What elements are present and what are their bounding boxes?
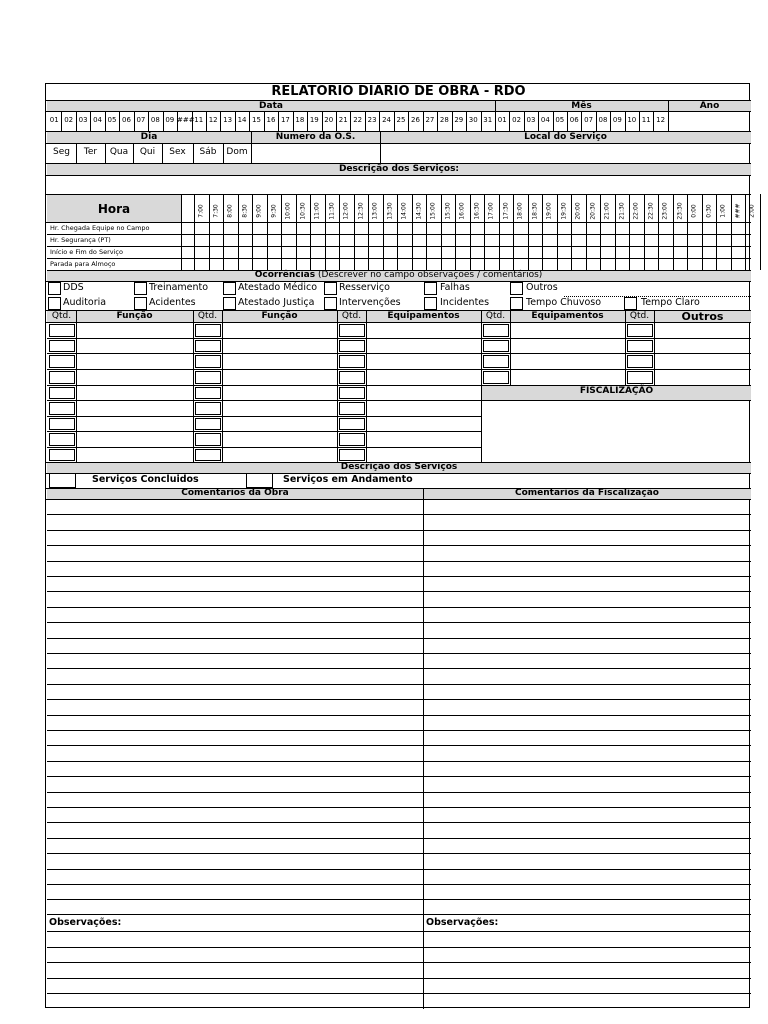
occurrence-checkbox[interactable] bbox=[48, 282, 61, 295]
day-cell[interactable]: 11 bbox=[194, 116, 204, 124]
day-cell[interactable]: 21 bbox=[338, 116, 348, 124]
day-cell[interactable]: 01 bbox=[49, 116, 59, 124]
day-divider bbox=[452, 111, 453, 131]
row-divider bbox=[46, 322, 751, 323]
mes-label: Mês bbox=[571, 101, 592, 111]
quantity-input[interactable] bbox=[195, 402, 221, 415]
weekday-divider bbox=[105, 143, 106, 163]
hour-label: 14:30 bbox=[414, 202, 422, 220]
comment-line bbox=[47, 576, 751, 577]
column-divider bbox=[366, 311, 367, 462]
day-cell[interactable]: 27 bbox=[425, 116, 435, 124]
hour-label: 14:00 bbox=[400, 202, 408, 220]
comment-line bbox=[47, 745, 751, 746]
day-cell[interactable]: 03 bbox=[78, 116, 88, 124]
hour-label: 0:30 bbox=[704, 204, 712, 218]
quantity-input[interactable] bbox=[195, 433, 221, 446]
occurrence-checkbox[interactable] bbox=[624, 297, 637, 310]
observation-line bbox=[47, 962, 751, 963]
day-cell[interactable]: 18 bbox=[295, 116, 305, 124]
day-divider bbox=[134, 111, 135, 131]
qtd-header: Qtd. bbox=[51, 311, 72, 321]
quantity-input[interactable] bbox=[627, 371, 653, 384]
qtd-header: Qtd. bbox=[197, 311, 218, 321]
weekday-qua[interactable]: Qua bbox=[109, 147, 129, 157]
day-cell[interactable]: 19 bbox=[309, 116, 319, 124]
day-cell[interactable]: 29 bbox=[454, 116, 464, 124]
qtd-header: Qtd. bbox=[629, 311, 650, 321]
comment-line bbox=[47, 899, 751, 900]
day-cell[interactable]: 08 bbox=[150, 116, 160, 124]
day-divider bbox=[437, 111, 438, 131]
hour-label: 22:30 bbox=[646, 202, 654, 220]
quantity-input[interactable] bbox=[49, 371, 75, 384]
day-cell[interactable]: 06 bbox=[122, 116, 131, 124]
quantity-input[interactable] bbox=[195, 418, 221, 430]
hour-label: 13:30 bbox=[385, 202, 393, 220]
servicos-concluidos-label: Serviços Concluidos bbox=[92, 474, 199, 485]
comment-line bbox=[47, 530, 751, 531]
comment-line bbox=[47, 561, 751, 562]
day-divider bbox=[278, 111, 279, 131]
month-divider bbox=[625, 111, 626, 131]
day-divider bbox=[481, 111, 482, 131]
comentarios-fiscalizacao-label: Comentarios da Fiscalização bbox=[515, 488, 659, 498]
quantity-input[interactable] bbox=[195, 340, 221, 352]
month-divider bbox=[553, 111, 554, 131]
occurrence-label: Falhas bbox=[440, 282, 470, 293]
day-cell[interactable]: 23 bbox=[367, 116, 377, 124]
hour-label: 12:30 bbox=[356, 202, 364, 220]
comment-line bbox=[47, 622, 751, 623]
day-cell[interactable]: 02 bbox=[64, 116, 74, 124]
day-divider bbox=[322, 111, 323, 131]
day-cell[interactable]: ### bbox=[177, 116, 195, 124]
day-divider bbox=[350, 111, 351, 131]
quantity-input[interactable] bbox=[483, 324, 509, 337]
hour-divider bbox=[760, 194, 761, 270]
day-divider bbox=[235, 111, 236, 131]
quantity-input[interactable] bbox=[483, 371, 509, 384]
day-divider bbox=[90, 111, 91, 131]
day-cell[interactable]: 20 bbox=[324, 116, 334, 124]
comment-line bbox=[47, 668, 751, 669]
quantity-input[interactable] bbox=[49, 418, 75, 430]
hour-label: 15:00 bbox=[429, 202, 437, 220]
resource-row-divider bbox=[47, 338, 751, 339]
qtd-header: Qtd. bbox=[485, 311, 506, 321]
day-divider bbox=[307, 111, 308, 131]
weekday-divider bbox=[133, 143, 134, 163]
observacoes-right-label: Observações: bbox=[426, 917, 499, 928]
quantity-input[interactable] bbox=[195, 449, 221, 461]
hour-label: 13:00 bbox=[371, 202, 379, 220]
day-divider bbox=[192, 111, 193, 131]
month-cell[interactable]: 07 bbox=[584, 116, 594, 124]
observacoes-top bbox=[47, 914, 751, 915]
occurrence-label: Incidentes bbox=[440, 297, 490, 308]
numero-os-label: Numero da O.S. bbox=[275, 132, 356, 142]
day-cell[interactable]: 16 bbox=[266, 116, 276, 124]
occurrence-label: Tempo Chuvoso bbox=[526, 297, 602, 308]
row-divider bbox=[46, 175, 751, 176]
quantity-input[interactable] bbox=[339, 402, 365, 415]
hour-label: 17:30 bbox=[501, 202, 509, 220]
quantity-input[interactable] bbox=[627, 324, 653, 337]
weekday-seg[interactable]: Seg bbox=[53, 147, 70, 157]
weekday-divider bbox=[193, 143, 194, 163]
weekday-divider bbox=[223, 143, 224, 163]
occurrence-label: Tempo Claro bbox=[641, 297, 700, 308]
month-divider bbox=[639, 111, 640, 131]
dia-label: Dia bbox=[140, 132, 158, 142]
comment-line bbox=[47, 776, 751, 777]
comment-line bbox=[47, 715, 751, 716]
hour-label: 1:00 bbox=[719, 204, 727, 218]
day-cell[interactable]: 07 bbox=[136, 116, 146, 124]
day-divider bbox=[119, 111, 120, 131]
day-cell[interactable]: 30 bbox=[468, 116, 478, 124]
weekday-sex[interactable]: Sex bbox=[169, 147, 186, 157]
row-divider bbox=[46, 499, 751, 500]
ocorrencias-title: Ocorrências bbox=[254, 270, 316, 280]
hour-label: 20:30 bbox=[588, 202, 596, 220]
hour-label: 21:30 bbox=[617, 202, 625, 220]
day-divider bbox=[206, 111, 207, 131]
day-divider bbox=[423, 111, 424, 131]
observation-line bbox=[47, 931, 751, 932]
comment-line bbox=[47, 607, 751, 608]
fiscalizacao-label: FISCALIZAÇÃO bbox=[579, 386, 654, 396]
servicos-andamento-checkbox[interactable] bbox=[246, 473, 273, 488]
data-label: Data bbox=[259, 101, 283, 111]
comment-line bbox=[47, 807, 751, 808]
hour-label: 7:00 bbox=[197, 204, 205, 218]
day-cell[interactable]: 24 bbox=[382, 116, 392, 124]
day-divider bbox=[105, 111, 106, 131]
day-cell[interactable]: 12 bbox=[208, 116, 218, 124]
observation-line bbox=[47, 993, 751, 994]
quantity-input[interactable] bbox=[49, 433, 75, 446]
month-cell[interactable]: 01 bbox=[497, 116, 507, 124]
month-divider bbox=[653, 111, 654, 131]
quantity-input[interactable] bbox=[49, 387, 75, 399]
servicos-andamento-label: Serviços em Andamento bbox=[283, 474, 413, 485]
occurrence-label: Acidentes bbox=[149, 297, 196, 308]
comment-line bbox=[47, 638, 751, 639]
day-divider bbox=[394, 111, 395, 131]
column-divider bbox=[510, 311, 511, 385]
occurrence-checkbox[interactable] bbox=[424, 297, 437, 310]
descricao-servicos-label: Descrição dos Serviços bbox=[340, 462, 458, 472]
outros-header: Outros bbox=[681, 310, 724, 323]
month-cell[interactable]: 06 bbox=[569, 116, 579, 124]
day-cell[interactable]: 04 bbox=[93, 116, 103, 124]
comment-line bbox=[47, 792, 751, 793]
funcao-header: Função bbox=[116, 311, 153, 321]
month-cell[interactable]: 05 bbox=[555, 116, 565, 124]
hour-label: 19:00 bbox=[545, 202, 553, 220]
occurrence-checkbox[interactable] bbox=[324, 297, 337, 310]
observacoes-left-label: Observações: bbox=[49, 917, 122, 928]
day-divider bbox=[61, 111, 62, 131]
hour-label: 23:30 bbox=[675, 202, 683, 220]
month-divider bbox=[596, 111, 597, 131]
comment-line bbox=[47, 853, 751, 854]
equipamentos-header: Equipamentos bbox=[387, 311, 460, 321]
quantity-input[interactable] bbox=[339, 371, 365, 384]
column-divider bbox=[668, 111, 669, 131]
hour-label: 12:00 bbox=[342, 202, 350, 220]
day-cell[interactable]: 05 bbox=[107, 116, 117, 124]
day-divider bbox=[148, 111, 149, 131]
quantity-input[interactable] bbox=[483, 355, 509, 368]
occurrence-label: DDS bbox=[63, 282, 84, 293]
hour-label: 11:00 bbox=[313, 202, 321, 220]
hour-label: 17:00 bbox=[487, 202, 495, 220]
weekday-dom[interactable]: Dom bbox=[226, 147, 248, 157]
hour-label: 22:00 bbox=[632, 202, 640, 220]
day-divider bbox=[76, 111, 77, 131]
row-divider bbox=[46, 222, 751, 223]
comment-line bbox=[47, 822, 751, 823]
month-divider bbox=[581, 111, 582, 131]
day-cell[interactable]: 17 bbox=[280, 116, 290, 124]
occurrence-checkbox[interactable] bbox=[134, 297, 147, 310]
time-row-label: Parada para Almoço bbox=[50, 260, 116, 268]
day-cell[interactable]: 25 bbox=[396, 116, 406, 124]
quantity-input[interactable] bbox=[339, 355, 365, 368]
hour-label: 18:00 bbox=[516, 202, 524, 220]
column-divider bbox=[76, 311, 77, 462]
quantity-input[interactable] bbox=[339, 324, 365, 337]
occurrence-label: Atestado Médico bbox=[238, 282, 318, 293]
hour-label: 10:00 bbox=[284, 202, 292, 220]
time-row-divider bbox=[47, 234, 751, 235]
comment-line bbox=[47, 699, 751, 700]
resource-row-divider bbox=[47, 431, 481, 432]
hour-label: 23:00 bbox=[661, 202, 669, 220]
weekday-qui[interactable]: Qui bbox=[139, 147, 156, 157]
comment-line bbox=[47, 514, 751, 515]
column-divider bbox=[251, 132, 252, 163]
comment-line bbox=[47, 884, 751, 885]
hour-label: 8:00 bbox=[226, 204, 234, 218]
month-divider bbox=[567, 111, 568, 131]
time-row-label: Hr. Segurança (PT) bbox=[50, 236, 111, 244]
ano-label: Ano bbox=[699, 101, 720, 111]
quantity-input[interactable] bbox=[195, 371, 221, 384]
resource-row-divider bbox=[47, 369, 751, 370]
quantity-input[interactable] bbox=[195, 387, 221, 399]
hour-label: 16:30 bbox=[472, 202, 480, 220]
column-divider bbox=[193, 311, 194, 462]
occurrence-label: Auditoria bbox=[63, 297, 107, 308]
month-cell[interactable]: 02 bbox=[512, 116, 522, 124]
equipamentos-header: Equipamentos bbox=[531, 311, 604, 321]
hour-label: 18:30 bbox=[530, 202, 538, 220]
hour-label: 16:00 bbox=[458, 202, 466, 220]
hour-label: 19:30 bbox=[559, 202, 567, 220]
quantity-input[interactable] bbox=[339, 433, 365, 446]
resource-row-divider bbox=[47, 416, 481, 417]
hour-label: 15:30 bbox=[443, 202, 451, 220]
day-cell[interactable]: 26 bbox=[411, 116, 420, 124]
ocorrencias-hint: (Descrever no campo observações / comentários) bbox=[315, 270, 543, 280]
quantity-input[interactable] bbox=[195, 355, 221, 368]
hour-label: 7:30 bbox=[211, 204, 219, 218]
day-cell[interactable]: 09 bbox=[165, 116, 175, 124]
month-divider bbox=[538, 111, 539, 131]
comment-line bbox=[47, 684, 751, 685]
hour-label: 20:00 bbox=[574, 202, 582, 220]
day-divider bbox=[220, 111, 221, 131]
quantity-input[interactable] bbox=[49, 324, 75, 337]
comment-line bbox=[47, 838, 751, 839]
month-cell[interactable]: 11 bbox=[641, 116, 651, 124]
occurrence-checkbox[interactable] bbox=[134, 282, 147, 295]
day-divider bbox=[264, 111, 265, 131]
day-divider bbox=[249, 111, 250, 131]
quantity-input[interactable] bbox=[339, 340, 365, 352]
quantity-input[interactable] bbox=[627, 355, 653, 368]
row-divider bbox=[46, 111, 751, 112]
time-row-divider bbox=[47, 258, 751, 259]
month-cell[interactable]: 09 bbox=[612, 116, 622, 124]
occurrence-checkbox[interactable] bbox=[48, 297, 61, 310]
month-cell[interactable]: 08 bbox=[598, 116, 608, 124]
hour-label: 9:30 bbox=[269, 204, 277, 218]
resource-row-divider bbox=[47, 447, 481, 448]
hour-label: 8:30 bbox=[240, 204, 248, 218]
month-divider bbox=[610, 111, 611, 131]
quantity-input[interactable] bbox=[483, 340, 509, 352]
occurrence-checkbox[interactable] bbox=[424, 282, 437, 295]
day-cell[interactable]: 14 bbox=[237, 116, 247, 124]
column-divider bbox=[380, 132, 381, 163]
time-row-label: Início e Fim do Serviço bbox=[50, 248, 123, 256]
observation-line bbox=[47, 947, 751, 948]
hour-label: 21:00 bbox=[603, 202, 611, 220]
hour-label: 2:00 bbox=[748, 204, 756, 218]
day-divider bbox=[379, 111, 380, 131]
hour-label: ### bbox=[733, 203, 741, 219]
observation-line bbox=[47, 978, 751, 979]
column-divider bbox=[481, 311, 482, 385]
occurrence-label: Resserviço bbox=[339, 282, 390, 293]
weekday-divider bbox=[162, 143, 163, 163]
day-cell[interactable]: 31 bbox=[483, 116, 493, 124]
day-divider bbox=[466, 111, 467, 131]
column-divider bbox=[337, 311, 338, 462]
column-divider bbox=[654, 311, 655, 385]
quantity-input[interactable] bbox=[49, 402, 75, 415]
weekday-ter[interactable]: Ter bbox=[83, 147, 98, 157]
month-cell[interactable]: 04 bbox=[540, 116, 550, 124]
day-divider bbox=[365, 111, 366, 131]
comment-line bbox=[47, 761, 751, 762]
hour-label: 0:00 bbox=[690, 204, 698, 218]
resource-row-divider bbox=[47, 400, 481, 401]
occurrence-checkbox[interactable] bbox=[324, 282, 337, 295]
comment-line bbox=[47, 653, 751, 654]
occurrence-label: Treinamento bbox=[149, 282, 209, 293]
hora-label: Hora bbox=[97, 202, 131, 216]
month-divider bbox=[509, 111, 510, 131]
occurrence-label: Intervenções bbox=[339, 297, 401, 308]
ocorrencias-header bbox=[46, 271, 751, 280]
column-divider bbox=[222, 311, 223, 462]
comment-line bbox=[47, 730, 751, 731]
quantity-input[interactable] bbox=[339, 387, 365, 399]
day-divider bbox=[408, 111, 409, 131]
hour-label: 11:30 bbox=[327, 202, 335, 220]
hour-label: 9:00 bbox=[255, 204, 263, 218]
comment-line bbox=[47, 545, 751, 546]
day-cell[interactable]: 28 bbox=[439, 116, 449, 124]
occurrence-checkbox[interactable] bbox=[510, 297, 523, 310]
local-servico-label: Local do Serviço bbox=[524, 132, 607, 142]
day-divider bbox=[293, 111, 294, 131]
occurrence-checkbox[interactable] bbox=[223, 282, 236, 295]
row-divider bbox=[46, 143, 751, 144]
month-cell[interactable]: 03 bbox=[526, 116, 536, 124]
descricao-servicos-label: Descrição dos Serviços: bbox=[338, 164, 460, 174]
quantity-input[interactable] bbox=[49, 449, 75, 461]
month-cell[interactable]: 10 bbox=[627, 116, 637, 124]
funcao-header: Função bbox=[261, 311, 298, 321]
quantity-input[interactable] bbox=[339, 418, 365, 430]
row-divider bbox=[481, 400, 751, 401]
column-divider bbox=[495, 101, 496, 131]
month-divider bbox=[524, 111, 525, 131]
day-cell[interactable]: 22 bbox=[353, 116, 363, 124]
occurrence-checkbox[interactable] bbox=[510, 282, 523, 295]
rdo-form bbox=[45, 83, 756, 1008]
weekday-sáb[interactable]: Sáb bbox=[199, 147, 217, 157]
column-divider bbox=[625, 311, 626, 385]
servicos-concluidos-checkbox[interactable] bbox=[49, 473, 76, 488]
comment-line bbox=[47, 591, 751, 592]
occurrence-label: Outros bbox=[526, 282, 558, 293]
quantity-input[interactable] bbox=[49, 355, 75, 368]
quantity-input[interactable] bbox=[339, 449, 365, 461]
hour-label: 10:30 bbox=[298, 202, 306, 220]
time-row-label: Hr. Chegada Equipe no Campo bbox=[50, 224, 150, 232]
occurrence-label: Atestado Justiça bbox=[238, 297, 315, 308]
day-divider bbox=[177, 111, 178, 131]
quantity-input[interactable] bbox=[195, 324, 221, 337]
weekday-divider bbox=[76, 143, 77, 163]
time-row-divider bbox=[47, 246, 751, 247]
day-divider bbox=[163, 111, 164, 131]
comentarios-obra-label: Comentarios da Obra bbox=[181, 488, 289, 498]
comment-line bbox=[47, 869, 751, 870]
day-cell[interactable]: 15 bbox=[252, 116, 261, 124]
qtd-header: Qtd. bbox=[341, 311, 362, 321]
quantity-input[interactable] bbox=[627, 340, 653, 352]
occurrence-checkbox[interactable] bbox=[223, 297, 236, 310]
day-divider bbox=[336, 111, 337, 131]
day-cell[interactable]: 13 bbox=[223, 116, 233, 124]
resource-row-divider bbox=[47, 353, 751, 354]
month-cell[interactable]: 12 bbox=[656, 116, 666, 124]
page-title: RELATORIO DIARIO DE OBRA - RDO bbox=[271, 84, 526, 99]
quantity-input[interactable] bbox=[49, 340, 75, 352]
